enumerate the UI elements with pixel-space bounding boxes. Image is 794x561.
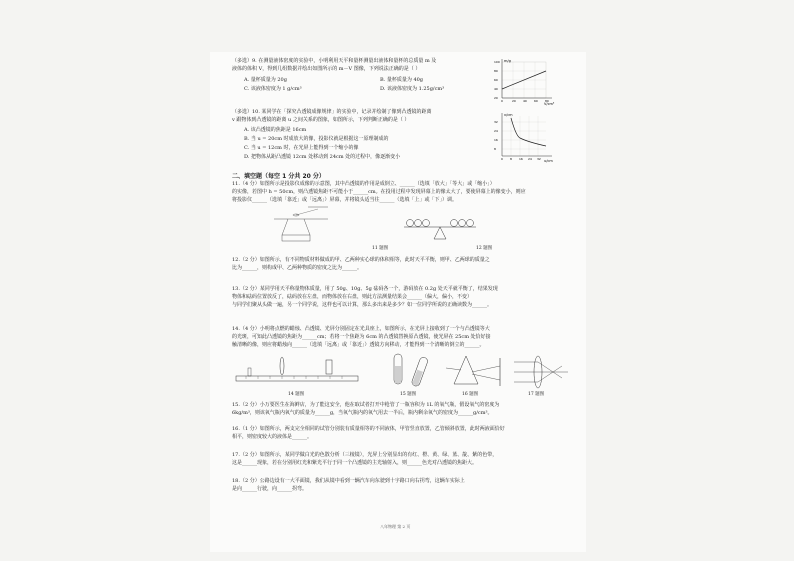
q9-mv-graph-ytick: 80	[494, 69, 498, 73]
q9-option-c: C. 该液体密度为 1 g/cm³	[244, 86, 302, 92]
fig17-caption: 17 题图	[528, 392, 545, 397]
q10-option-c: C. 当 u = 12cm 时，在光屏上能得到一个缩小的像	[244, 145, 359, 151]
q10-uv-graph-xtick: 8	[510, 157, 512, 161]
q10-option-b: B. 当 u = 20cm 时成放大的像，投影仪就是根据这一原理制成的	[244, 136, 389, 142]
q9-graph-ylabel: m/g	[504, 59, 511, 63]
fig11-projector-diagram	[268, 205, 338, 247]
q10-line1: （多选）10. 某同学在「探究凸透镜成像规律」的实验中，记录并绘制了像到凸透镜的距离	[232, 109, 432, 115]
q18-line1: 18.（2 分）公路边设有一大平面镜，我们从镜中看到一辆汽车向东驶到十字路口向右拐弯，这辆车实际上	[232, 478, 465, 484]
q10-line2: v 跟物体到凸透镜的距离 u 之间关系的图象，如图所示，下列判断正确的是（ ）	[232, 117, 410, 123]
q10-uv-graph-ytick: 24	[494, 129, 498, 133]
q10-uv-graph	[492, 112, 558, 164]
q10-graph-curve	[511, 118, 546, 146]
q9-line2: 液体的体积 V，得到几组数据并绘出如图所示的 m－V 图像，下列说法正确的是（ ）	[232, 66, 421, 72]
q13-line3: 与同学们聚从头做一遍，另一个同学说，这样也可以计算，那么多出来是多少？如一位同学所说的正确读数为______。	[232, 302, 493, 308]
q11-line3: 将投影仪______（选填「靠近」或「远离」）屏幕，并将镜头适当往______（选填「上」或「下」）调。	[232, 197, 458, 203]
q18-line2: 是向______行驶，向______拐弯。	[232, 486, 308, 492]
q9-mv-graph	[492, 58, 558, 108]
q10-graph-xlabel: u/cm	[544, 159, 553, 163]
fig12-balance-diagram	[400, 215, 480, 245]
q9-mv-graph-ytick: 60	[494, 78, 498, 82]
q9-graph-xlabel: V/cm³	[544, 102, 555, 106]
q10-graph-ylabel: v/cm	[504, 113, 513, 117]
q14-line1: 14.（4 分）小明将点燃的蜡烛、凸透镜、光屏分别固定在光具座上，如图所示，在光屏上接收到了一个与凸透镜等大	[232, 326, 490, 332]
q9-line1: （多选）9. 在测量液体密度的实验中，小明利用天平和量杯测量出液体和量杯的总质量 m 及	[232, 58, 437, 64]
q17-line1: 17.（2 分）如图所示，某同学做白光的色散分析（三棱镜），光屏上分别显出的有红、橙、黄、绿、蓝、靛、紫的色带，	[232, 452, 498, 458]
q14-line3: 触清晰的像，则应将蜡烛向______（选填「远离」或「靠近」）透镜方向移动，才能得到一个清晰的倒立的______。	[232, 342, 485, 348]
q16-line2: 相平，则密度较大的液体是______。	[232, 434, 313, 440]
q10-uv-graph-xtick: 0	[501, 157, 503, 161]
q12-line1: 12.（2 分）如图所示，有不同物质材料做成的甲、乙两种实心球的体积相等，此时天平平衡，则甲、乙两球的质量之	[232, 257, 490, 263]
page-footer: 八年物理 第 2 页	[380, 524, 411, 529]
q9-option-b: B. 量杯质量为 40g	[380, 77, 424, 83]
section-fill-in-title: 二、填空题（每空 1 分共 20 分）	[232, 173, 325, 180]
q13-line2: 物体和砝码位置放反了，砝码放在左盘，而物体放在右盘，则此方法测量结果会______（偏大，偏小，不变）	[232, 294, 473, 300]
q9-mv-graph-ytick: 40	[494, 87, 498, 91]
exam-page	[210, 52, 586, 552]
q9-mv-graph-xtick: 60	[534, 99, 538, 103]
q10-option-a: A. 该凸透镜的焦距是 16cm	[244, 127, 307, 133]
q17-line2: 这是______现象，若在分别用红光和紫光平行于同一个凸透镜的主光轴射入，则______色光对凸透镜的焦距大。	[232, 460, 478, 466]
fig16-caption: 16 题图	[462, 392, 479, 397]
fig11-caption: 11 题图	[372, 246, 389, 251]
q9-mv-graph-xtick: 80	[545, 99, 549, 103]
q9-mv-graph-xtick: 0	[501, 99, 503, 103]
q9-mv-graph-ytick: 20	[494, 96, 498, 100]
q12-line2: 比为______，则构成甲、乙两种物质的密度之比为______。	[232, 265, 363, 271]
q10-uv-graph-xtick: 32	[537, 157, 541, 161]
q10-uv-graph-ytick: 8	[494, 147, 496, 151]
q10-option-d: D. 把物体从距凸透镜 12cm 处移动到 24cm 处的过程中，像逐渐变小	[244, 154, 401, 160]
fig14-optical-bench	[234, 352, 362, 388]
q15-line1: 15.（2 分）小万要医生在海鲜店，为了能这安全，他在取试者打开中枪管了一瓶容积为 1L 的氧气瓶，假设氧气的密度为	[232, 402, 500, 408]
q14-line2: 的光斑，可知此凸透镜的焦距为______cm；若将一个焦距为 6cm 的凸透镜替换原凸透镜，使光屏在 25cm 处恰好接	[232, 334, 491, 340]
q15-line2: 6kg/m³，则该氧气瓶内氧气的质量为______g，当氧气瓶内的氧气用去一半后，瓶内剩余氧气的密度为______g/cm³。	[232, 410, 493, 416]
fig15-caption: 15 题图	[400, 392, 417, 397]
q11-line2: 的实像，若图中 h = 50cm，则凸透镜焦距不可能小于______cm。在投用过程中发现屏幕上的像太大了，要使屏幕上的像变小，则应	[232, 189, 526, 195]
q9-mv-graph-ytick: 100	[494, 60, 500, 64]
q10-uv-graph-ytick: 32	[494, 120, 498, 124]
q10-uv-graph-xtick: 24	[528, 157, 532, 161]
fig14-caption: 14 题图	[288, 392, 305, 397]
fig17-lens-rays	[512, 352, 570, 392]
q9-mv-graph-xtick: 20	[512, 99, 516, 103]
q9-option-d: D. 该液体密度为 1.25g/cm³	[380, 86, 445, 92]
q10-uv-graph-ytick: 16	[494, 138, 498, 142]
q9-mv-graph-xtick: 40	[523, 99, 527, 103]
q16-line1: 16.（1 分）如图所示，两支完全相同的试管分别装有质量相等的不同液体，甲管竖直放置，乙管倾斜放置，此时两液面恰好	[232, 426, 505, 432]
q11-line1: 11.（4 分）如图所示是投影仪成像的示意图，其中凸透镜的作用是成倒立、______（选填「放大」「等大」或「缩小」）	[232, 181, 495, 187]
q9-option-a: A. 量杯质量为 20g	[244, 77, 287, 83]
fig-prism-dispersion	[446, 352, 504, 392]
fig12-caption: 12 题图	[476, 246, 493, 251]
q13-line1: 13.（2 分）某同学用天平称量物体质量，用了 50g、10g、5g 砝码各一个，游码放在 0.2g 处天平就平衡了，结果发现	[232, 286, 498, 292]
fig16-test-tubes	[386, 352, 434, 392]
q10-uv-graph-xtick: 16	[519, 157, 523, 161]
